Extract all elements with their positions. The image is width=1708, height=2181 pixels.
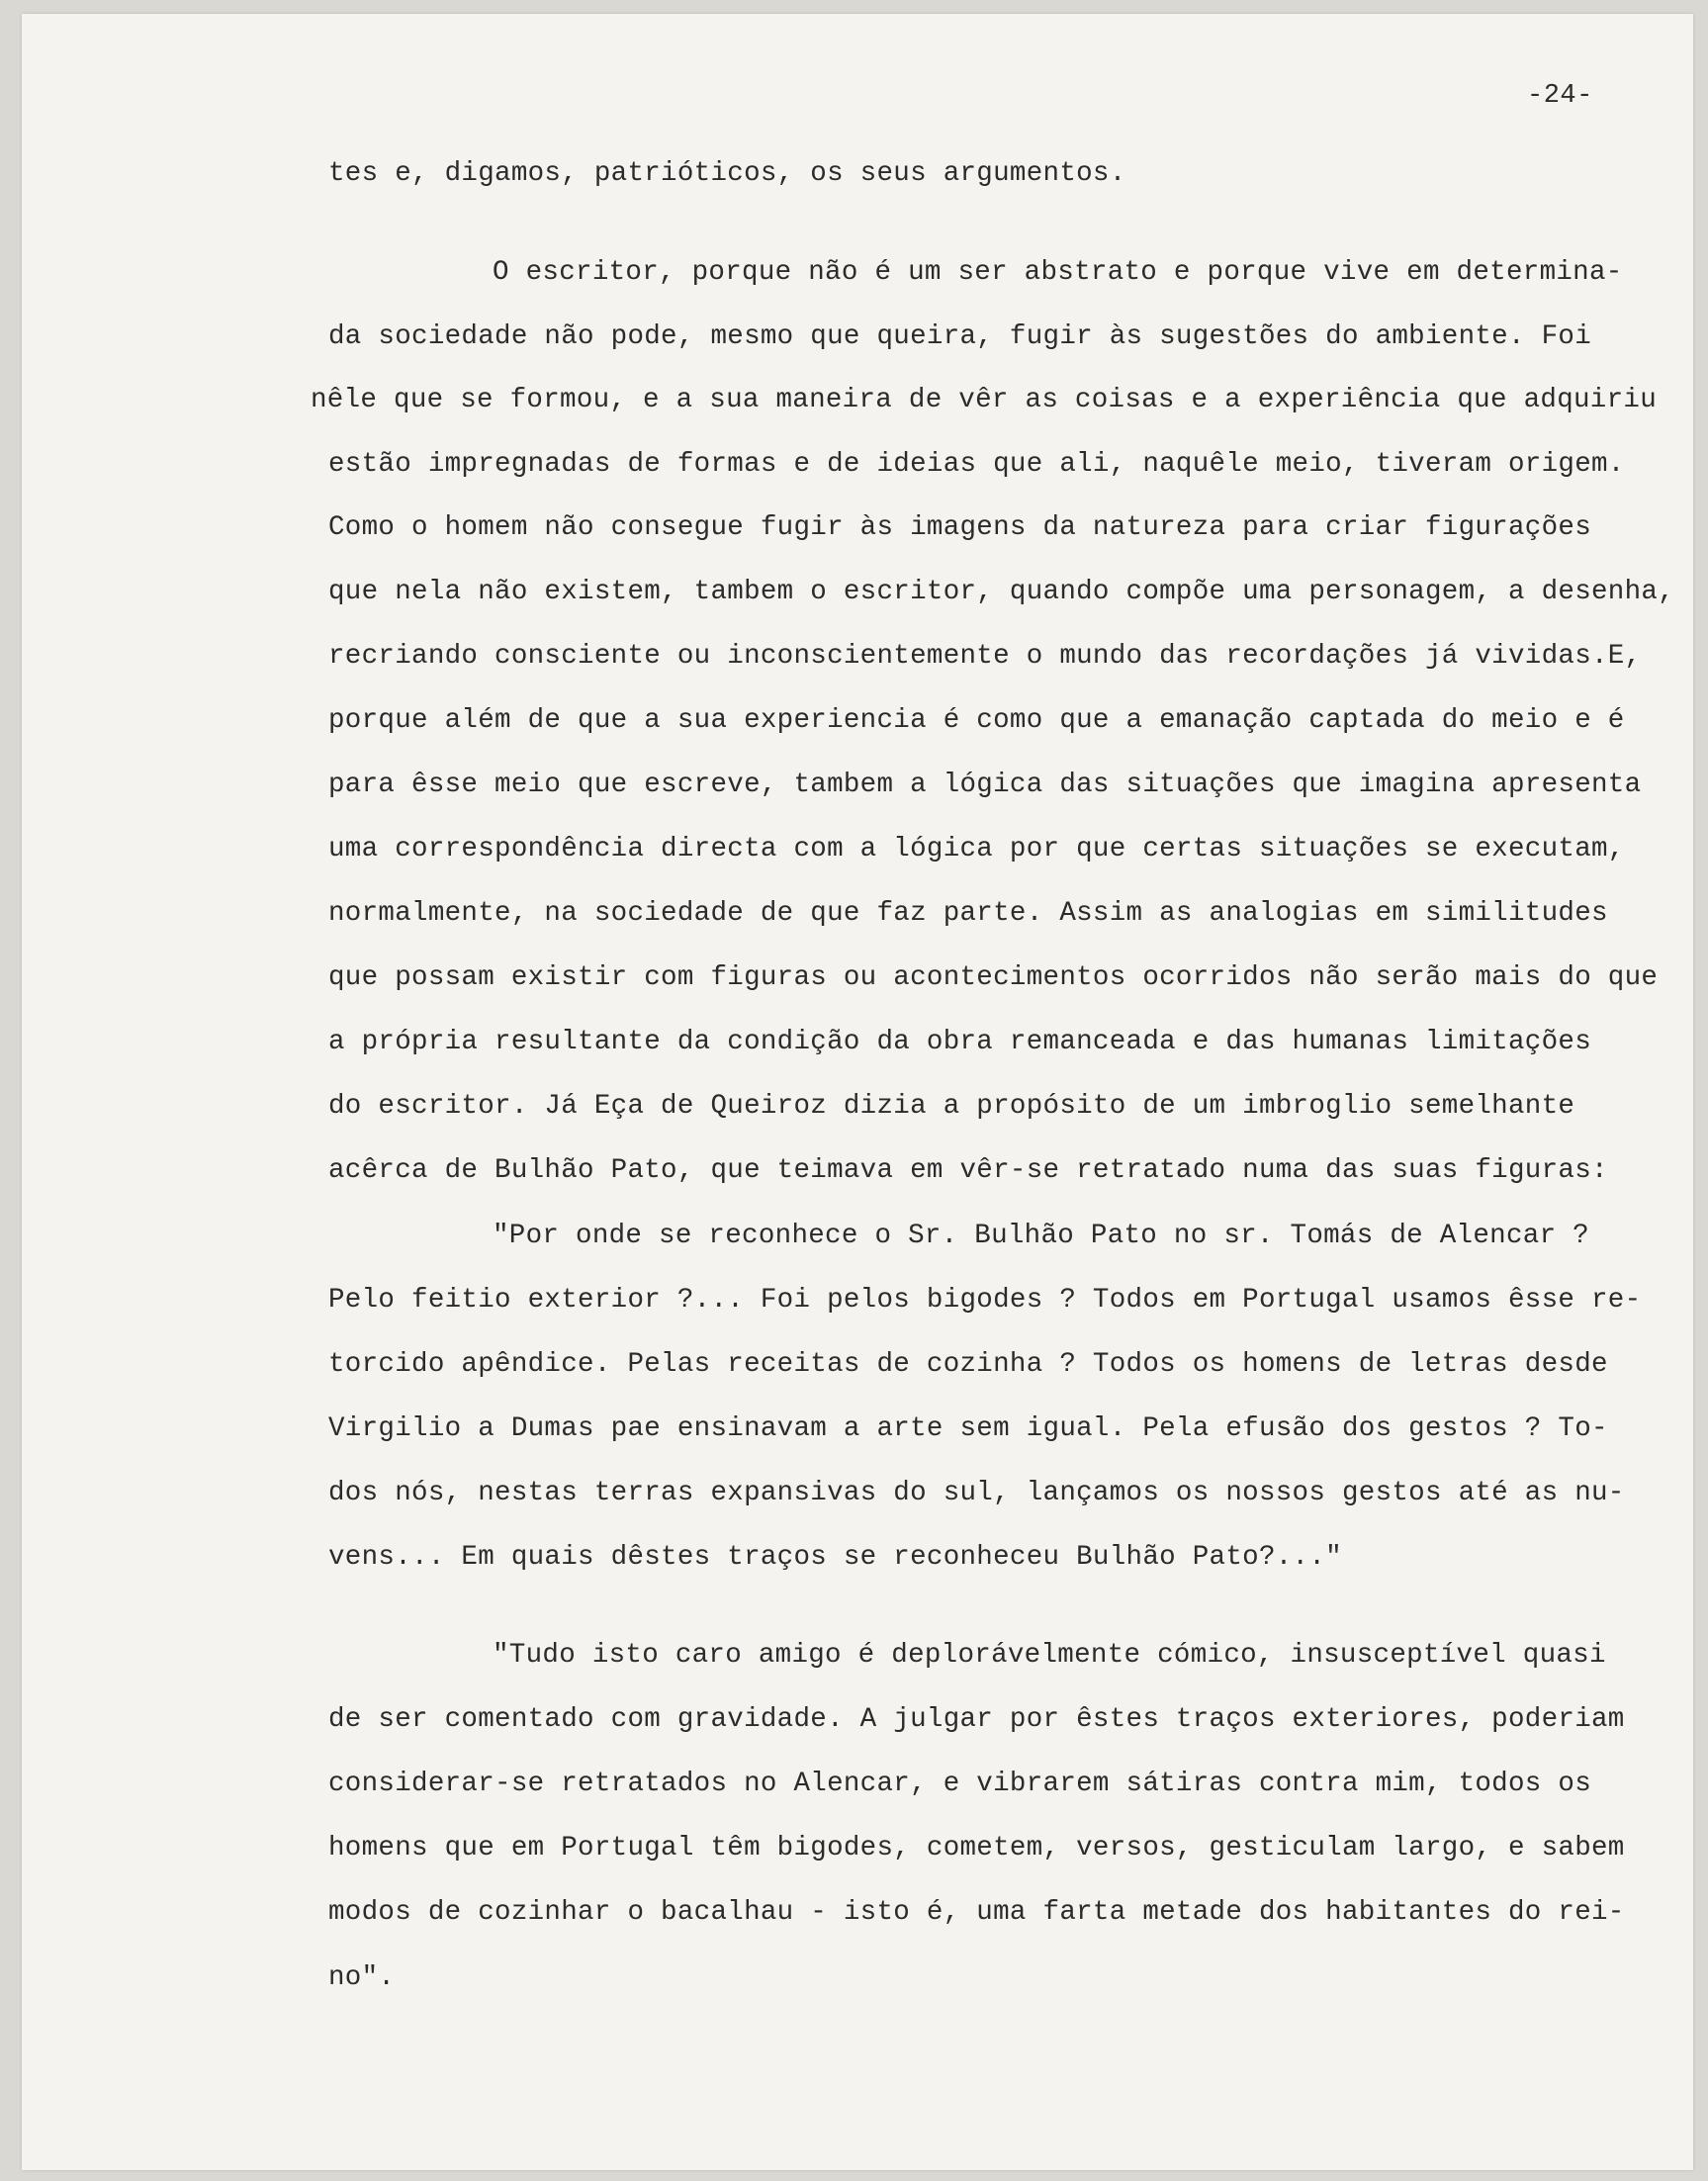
text-line: do escritor. Já Eça de Queiroz dizia a propósito de um imbroglio semelhante	[328, 1091, 1575, 1122]
text-line: vens... Em quais dêstes traços se reconheceu Bulhão Pato?..."	[328, 1542, 1342, 1573]
text-line: Pelo feitio exterior ?... Foi pelos bigodes ? Todos em Portugal usamos êsse re-	[328, 1285, 1642, 1316]
text-line: uma correspondência directa com a lógica por que certas situações se executam,	[328, 834, 1625, 864]
text-line: "Tudo isto caro amigo é deplorávelmente cómico, insusceptível quasi	[493, 1640, 1606, 1671]
text-line: considerar-se retratados no Alencar, e vibrarem sátiras contra mim, todos os	[328, 1769, 1592, 1799]
text-line: modos de cozinhar o bacalhau - isto é, uma farta metade dos habitantes do rei-	[328, 1897, 1625, 1928]
text-line: estão impregnadas de formas e de ideias que ali, naquêle meio, tiveram origem.	[328, 449, 1625, 480]
text-line: no".	[328, 1962, 396, 1993]
text-line: da sociedade não pode, mesmo que queira, fugir às sugestões do ambiente. Foi	[328, 321, 1592, 352]
text-line: porque além de que a sua experiencia é como que a emanação captada do meio e é	[328, 705, 1625, 736]
page-number: -24-	[1527, 81, 1593, 111]
text-line: de ser comentado com gravidade. A julgar por êstes traços exteriores, poderiam	[328, 1704, 1625, 1735]
document-page	[22, 14, 1693, 2170]
text-line: Virgilio a Dumas pae ensinavam a arte sem igual. Pela efusão dos gestos ? To-	[328, 1413, 1608, 1444]
text-line: recriando consciente ou inconscientemente o mundo das recordações já vividas.E,	[328, 641, 1642, 672]
text-line: para êsse meio que escreve, tambem a lógica das situações que imagina apresenta	[328, 770, 1642, 800]
text-line: que nela não existem, tambem o escritor, quando compõe uma personagem, a desenha,	[328, 577, 1675, 607]
text-line: O escritor, porque não é um ser abstrato e porque vive em determina-	[493, 257, 1623, 288]
text-line: dos nós, nestas terras expansivas do sul, lançamos os nossos gestos até as nu-	[328, 1478, 1625, 1508]
text-line: a própria resultante da condição da obra remanceada e das humanas limitações	[328, 1027, 1592, 1057]
text-line: normalmente, na sociedade de que faz parte. Assim as analogias em similitudes	[328, 898, 1608, 929]
text-line: que possam existir com figuras ou acontecimentos ocorridos não serão mais do que	[328, 962, 1659, 993]
text-line: nêle que se formou, e a sua maneira de vêr as coisas e a experiência que adquiriu	[311, 385, 1658, 415]
text-line: "Por onde se reconhece o Sr. Bulhão Pato no sr. Tomás de Alencar ?	[493, 1221, 1589, 1251]
text-line: acêrca de Bulhão Pato, que teimava em vêr-se retratado numa das suas figuras:	[328, 1155, 1608, 1186]
text-line: Como o homem não consegue fugir às imagens da natureza para criar figurações	[328, 512, 1592, 543]
text-line: tes e, digamos, patrióticos, os seus argumentos.	[328, 158, 1126, 189]
text-line: torcido apêndice. Pelas receitas de cozinha ? Todos os homens de letras desde	[328, 1349, 1608, 1380]
text-line: homens que em Portugal têm bigodes, cometem, versos, gesticulam largo, e sabem	[328, 1833, 1625, 1863]
